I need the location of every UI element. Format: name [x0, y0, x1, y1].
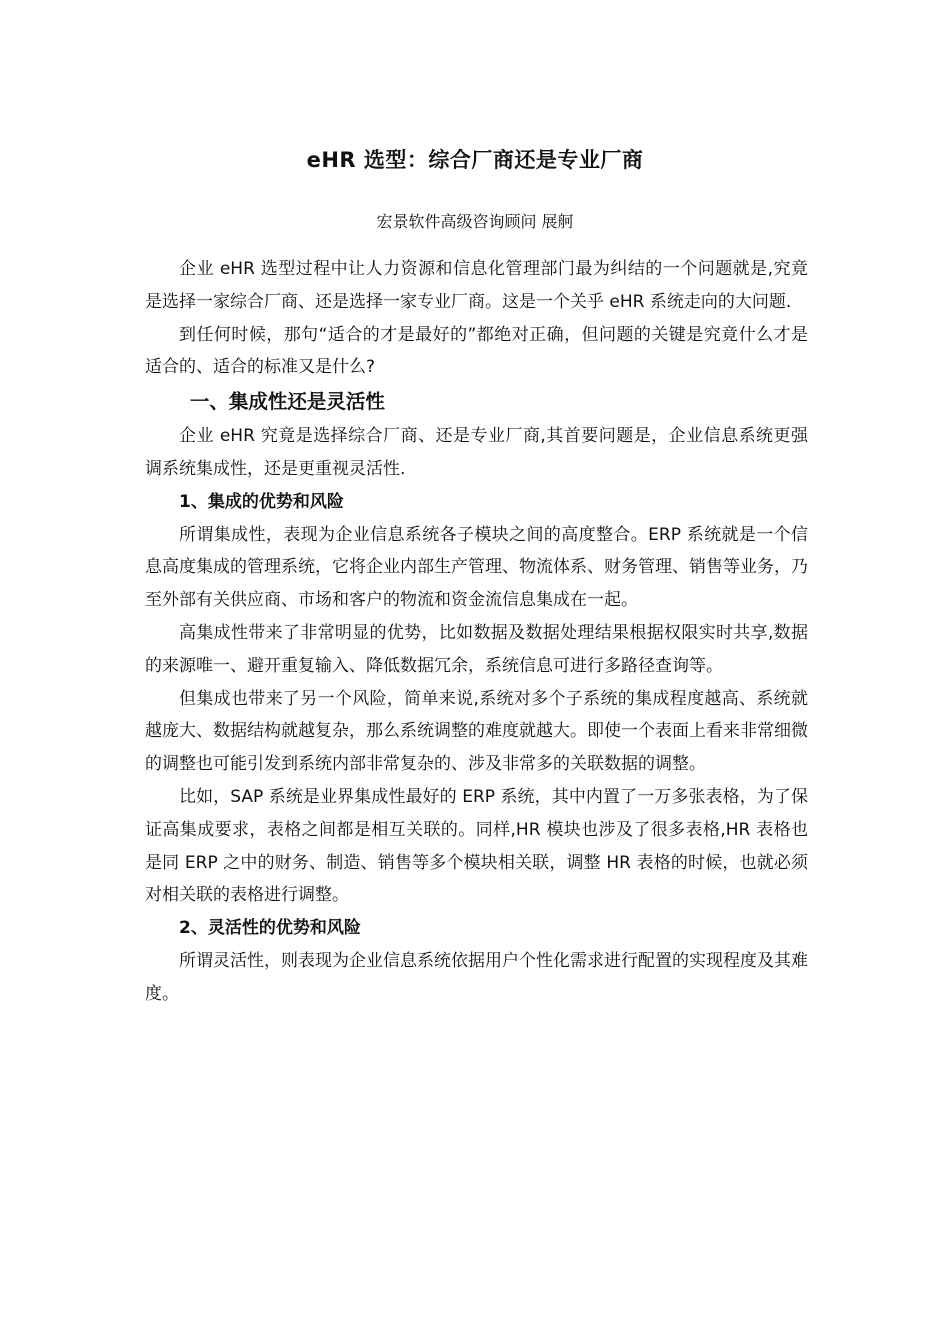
section-heading: 一、集成性还是灵活性: [189, 390, 385, 414]
paragraph: 高集成性带来了非常明显的优势，比如数据及数据处理结果根据权限实时共享,数据的来源唯一、避开重复输入、降低数据冗余，系统信息可进行多路径查询等。: [145, 622, 808, 676]
paragraph: 所谓灵活性，则表现为企业信息系统依据用户个性化需求进行配置的实现程度及其难度。: [145, 950, 808, 1004]
subsection-heading: 1、集成的优势和风险: [179, 491, 344, 512]
paragraph: 企业 eHR 选型过程中让人力资源和信息化管理部门最为纠结的一个问题就是,究竟是选择一家综合厂商、还是选择一家专业厂商。这是一个关乎 eHR 系统走向的大问题.: [145, 259, 808, 312]
paragraph: 企业 eHR 究竟是选择综合厂商、还是专业厂商,其首要问题是，企业信息系统更强调系统集成性，还是更重视灵活性.: [145, 426, 808, 479]
subsection-heading: 2、灵活性的优势和风险: [179, 918, 361, 939]
author-byline: 宏景软件高级咨询顾问 展舸: [376, 212, 574, 231]
paragraph: 但集成也带来了另一个风险，简单来说,系统对多个子系统的集成程度越高、系统就越庞大、数据结构就越复杂，那么系统调整的难度就越大。即使一个表面上看来非常细微的调整也可能引发到系统内部非常复杂的、涉及非常多的关联数据的调整。: [145, 688, 808, 775]
paragraph: 比如，SAP 系统是业界集成性最好的 ERP 系统，其中内置了一万多张表格，为了保证高集成要求，表格之间都是相互关联的。同样,HR 模块也涉及了很多表格,HR 表格也是同 ERP 之中的财务、制造、销售等多个模块相关联，调整 HR 表格的时候，也就必须对相关联的表格进行调整。: [145, 786, 808, 906]
document-body: [145, 253, 808, 1011]
document-title: eHR 选型：综合厂商还是专业厂商: [306, 148, 644, 172]
paragraph: 到任何时候，那句“适合的才是最好的”都绝对正确，但问题的关键是究竟什么才是适合的、适合的标准又是什么?: [145, 324, 808, 378]
paragraph: 所谓集成性，表现为企业信息系统各子模块之间的高度整合。ERP 系统就是一个信息高度集成的管理系统，它将企业内部生产管理、物流体系、财务管理、销售等业务，乃至外部有关供应商、市场和客户的物流和资金流信息集成在一起。: [145, 524, 808, 611]
